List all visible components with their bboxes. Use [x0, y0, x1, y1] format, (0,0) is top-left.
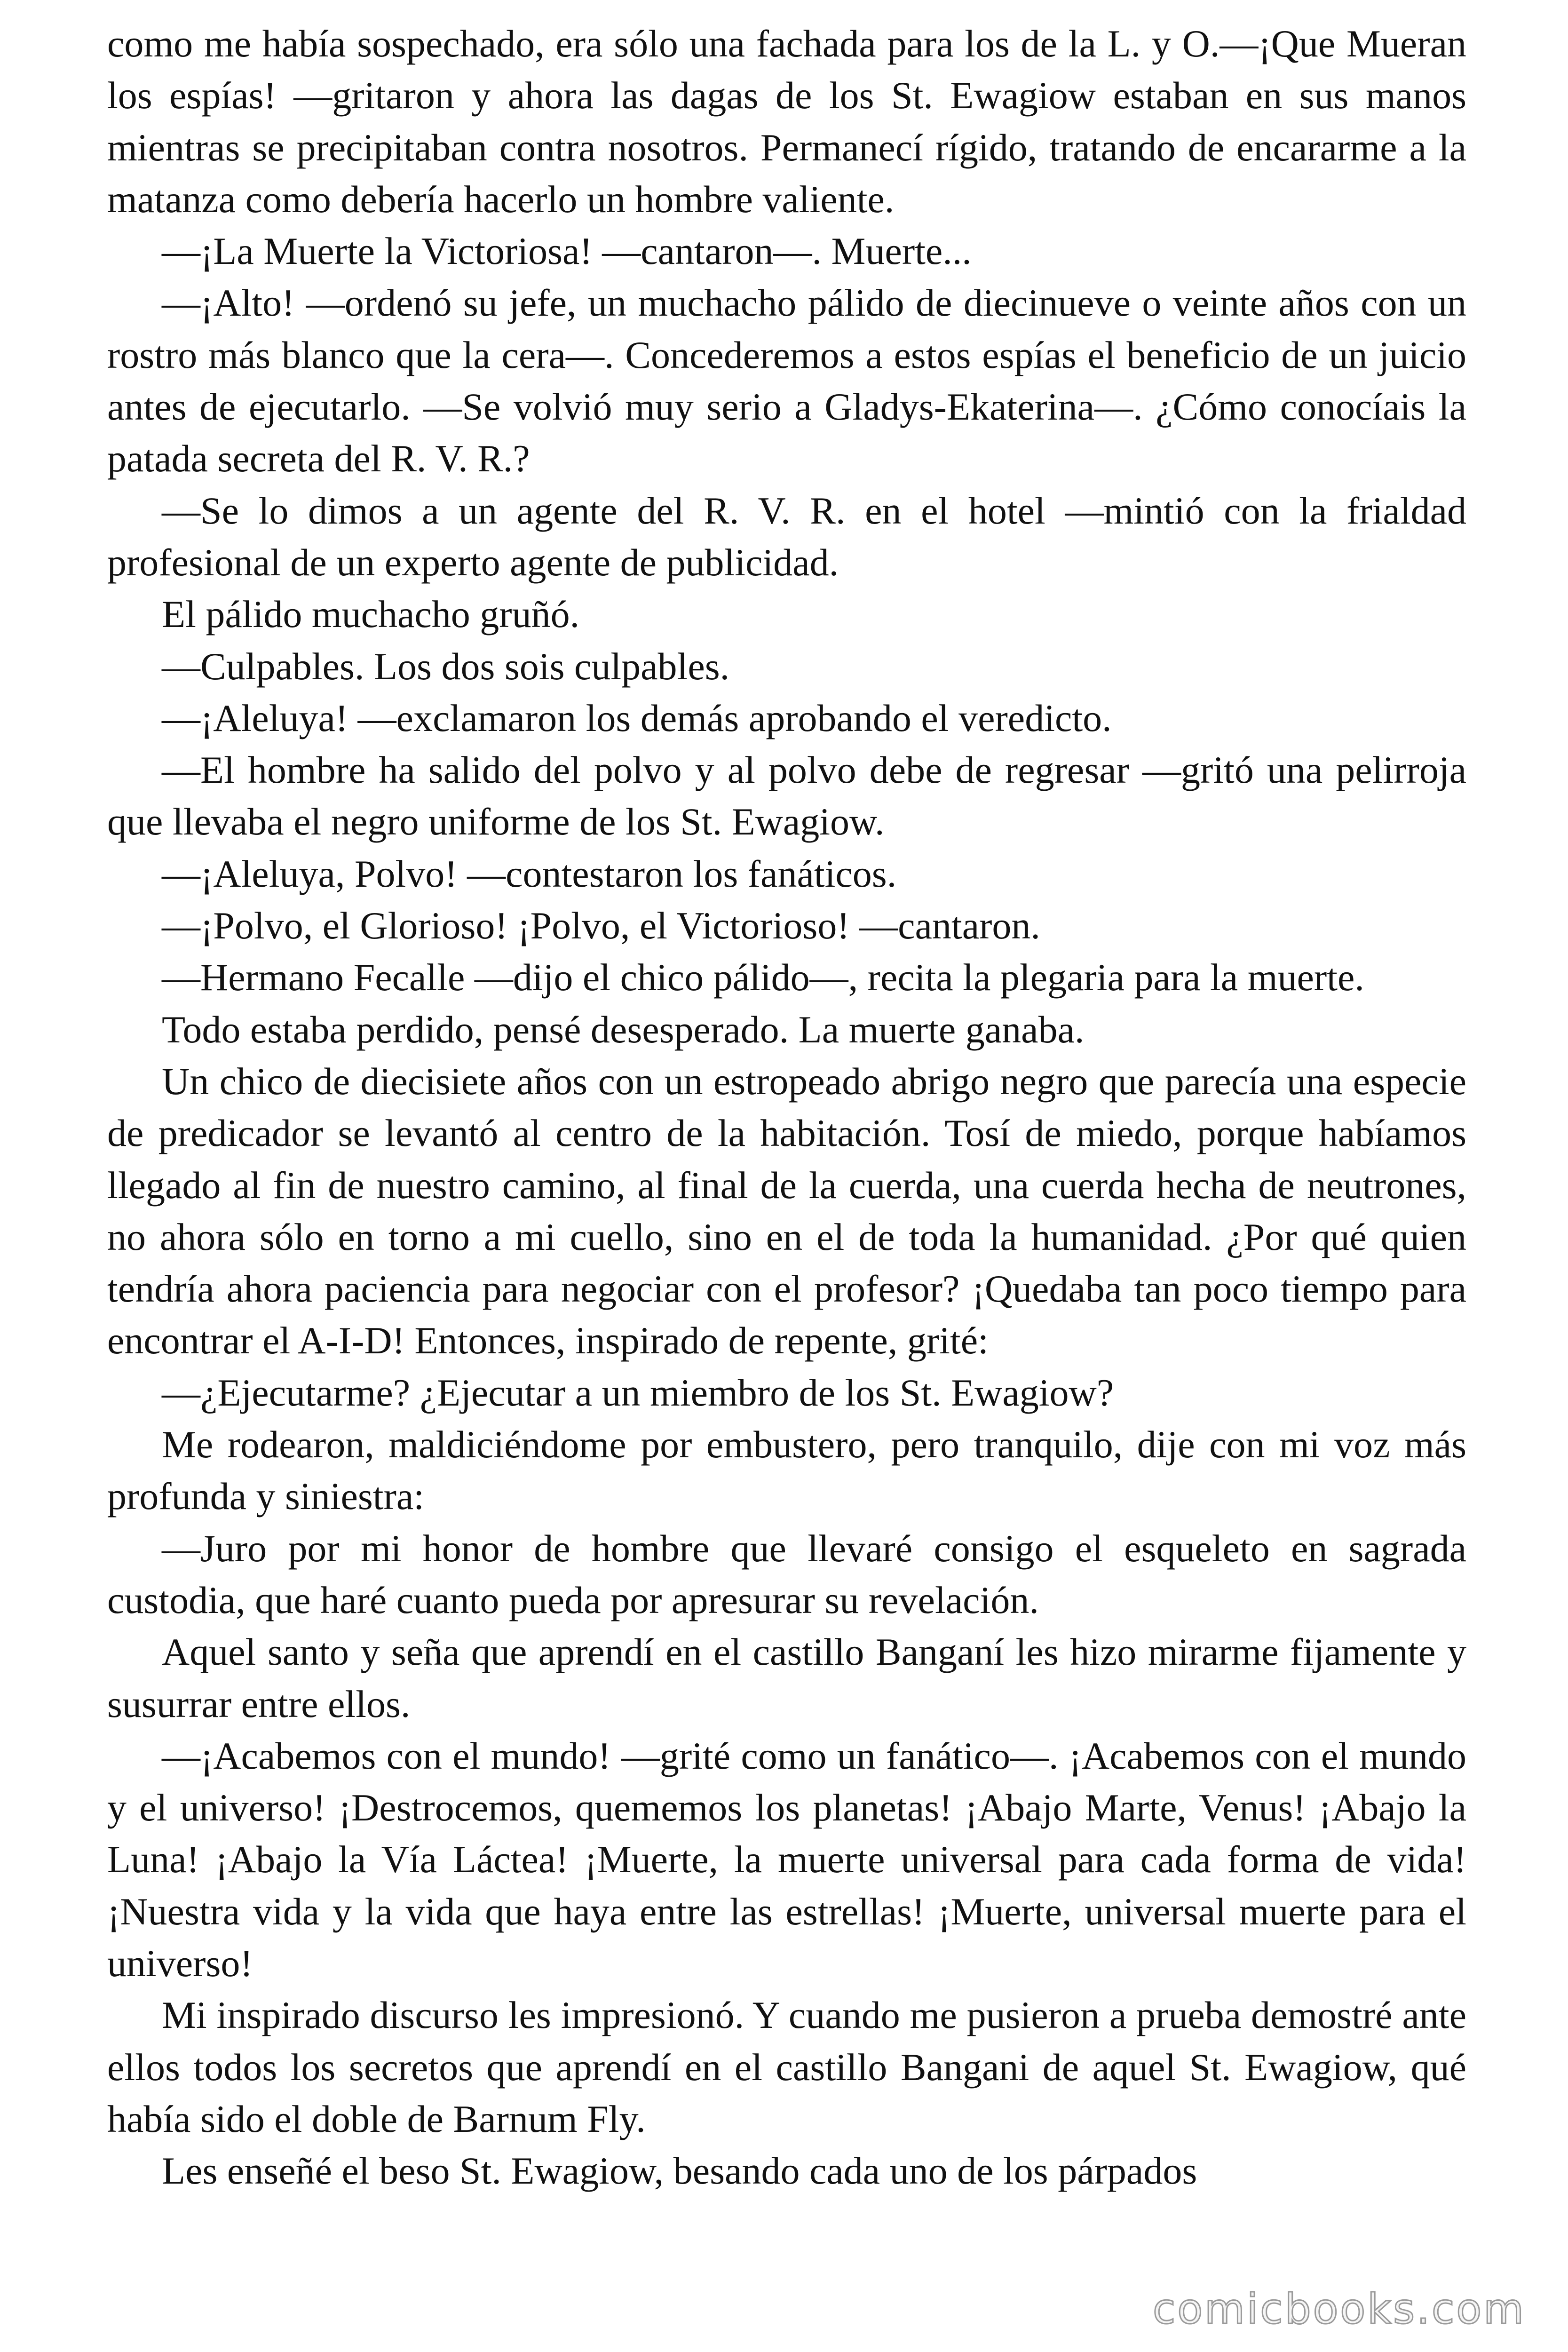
- paragraph: —Se lo dimos a un agente del R. V. R. en el hotel —mintió con la frialdad profesional de un experto agente de publicidad.: [107, 489, 1466, 584]
- paragraph: —El hombre ha salido del polvo y al polvo debe de regresar —gritó una pelirroja que llevaba el negro uniforme de los St. Ewagiow.: [107, 748, 1466, 843]
- paragraph: Mi inspirado discurso les impresionó. Y cuando me pusieron a prueba demostré ante ellos todos los secretos que aprendí en el castillo Bangani de aquel St. Ewagiow, qué había sido el doble de Barnum Fly.: [107, 1994, 1466, 2140]
- paragraph: El pálido muchacho gruñó.: [162, 593, 580, 636]
- paragraph: —¡Alto! —ordenó su jefe, un muchacho pálido de diecinueve o veinte años con un rostro más blanco que la cera—. Concederemos a estos espías el beneficio de un juicio antes de ejecutarlo. —Se volvió muy serio a Gladys-Ekaterina—. ¿Cómo conocíais la patada secreta del R. V. R.?: [107, 281, 1466, 480]
- paragraph: —Juro por mi honor de hombre que llevaré consigo el esqueleto en sagrada custodia, que haré cuanto pueda por apresurar su revelación.: [107, 1526, 1466, 1621]
- book-page-text: [107, 18, 1466, 2197]
- paragraph: Aquel santo y seña que aprendí en el castillo Banganí les hizo mirarme fijamente y susurrar entre ellos.: [107, 1630, 1466, 1725]
- paragraph: —¡Aleluya! —exclamaron los demás aprobando el veredicto.: [162, 696, 1112, 739]
- paragraph: Todo estaba perdido, pensé desesperado. La muerte ganaba.: [162, 1008, 1085, 1051]
- paragraph: Un chico de diecisiete años con un estropeado abrigo negro que parecía una especie de predicador se levantó al centro de la habitación. Tosí de miedo, porque habíamos llegado al fin de nuestro camino, al final de la cuerda, una cuerda hecha de neutrones, no ahora sólo en torno a mi cuello, sino en el de toda la humanidad. ¿Por qué quien tendría ahora paciencia para negociar con el profesor? ¡Quedaba tan poco tiempo para encontrar el A-I-D! Entonces, inspirado de repente, grité:: [107, 1059, 1466, 1362]
- paragraph: —¡La Muerte la Victoriosa! —cantaron—. Muerte...: [162, 230, 972, 273]
- paragraph: —Hermano Fecalle —dijo el chico pálido—, recita la plegaria para la muerte.: [162, 956, 1364, 999]
- watermark: comicbooks.com: [1152, 2285, 1526, 2333]
- paragraph: —¡Aleluya, Polvo! —contestaron los fanáticos.: [162, 852, 897, 895]
- paragraph: Me rodearon, maldiciéndome por embustero, pero tranquilo, dije con mi voz más profunda y siniestra:: [107, 1423, 1466, 1518]
- paragraph: —¡Polvo, el Glorioso! ¡Polvo, el Victorioso! —cantaron.: [162, 904, 1040, 947]
- paragraph: como me había sospechado, era sólo una fachada para los de la L. y O.—¡Que Mueran los espías! —gritaron y ahora las dagas de los St. Ewagiow estaban en sus manos mientras se precipitaban contra nosotros. Permanecí rígido, tratando de encararme a la matanza como debería hacerlo un hombre valiente.: [107, 22, 1466, 221]
- paragraph: Les enseñé el beso St. Ewagiow, besando cada uno de los párpados: [162, 2149, 1197, 2193]
- paragraph: —¡Acabemos con el mundo! —grité como un fanático—. ¡Acabemos con el mundo y el universo! ¡Destrocemos, quememos los planetas! ¡Abajo Marte, Venus! ¡Abajo la Luna! ¡Abajo la Vía Láctea! ¡Muerte, la muerte universal para cada forma de vida! ¡Nuestra vida y la vida que haya entre las estrellas! ¡Muerte, universal muerte para el universo!: [107, 1734, 1466, 1985]
- paragraph: —Culpables. Los dos sois culpables.: [162, 644, 730, 688]
- paragraph: —¿Ejecutarme? ¿Ejecutar a un miembro de los St. Ewagiow?: [162, 1371, 1114, 1414]
